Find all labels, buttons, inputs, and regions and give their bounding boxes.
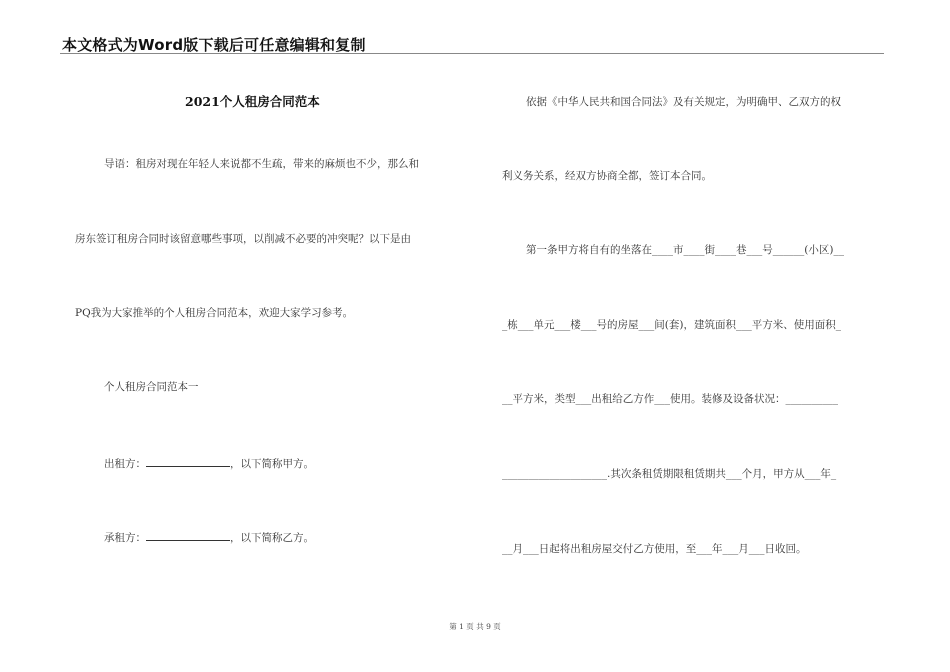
paragraph-line: 第一条甲方将自有的坐落在____市____街____巷___号______(小区)__ [526,244,844,256]
page-number: 第 1 页 共 9 页 [449,622,501,631]
lessor-line [104,455,314,471]
lessor-label: 出租方： [104,458,146,470]
paragraph-line: _栋___单元___楼___号的房屋___间(套)，建筑面积___平方米、使用面积_ [502,319,841,331]
paragraph-line: 依据《中华人民共和国合同法》及有关规定，为明确甲、乙双方的权 [526,96,841,108]
section-heading: 个人租房合同范本一 [104,381,199,393]
paragraph-line: ____________________.其次条租赁期限租赁期共___个月，甲方从___年_ [502,468,837,480]
header-divider [60,53,884,54]
lessee-label: 承租方： [104,532,146,544]
paragraph-line: 导语：租房对现在年轻人来说都不生疏，带来的麻烦也不少，那么和 [104,158,419,170]
lessee-suffix: ，以下简称乙方。 [230,532,314,544]
lessor-blank [146,455,230,467]
lessee-line [104,529,314,545]
paragraph-line: __月___日起将出租房屋交付乙方使用，至___年___月___日收回。 [502,543,807,555]
lessee-blank [146,529,230,541]
paragraph-line: PQ我为大家推举的个人租房合同范本，欢迎大家学习参考。 [75,307,354,319]
paragraph-line: __平方米，类型___出租给乙方作___使用。装修及设备状况：__________ [502,393,838,405]
lessor-suffix: ，以下简称甲方。 [230,458,314,470]
header-title: 本文格式为Word版下载后可任意编辑和复制 [62,36,366,54]
document-title: 2021个人租房合同范本 [185,94,320,109]
paragraph-line: 利义务关系，经双方协商全都，签订本合同。 [502,170,712,182]
paragraph-line: 房东签订租房合同时该留意哪些事项，以削减不必要的冲突呢？以下是由 [75,233,411,245]
